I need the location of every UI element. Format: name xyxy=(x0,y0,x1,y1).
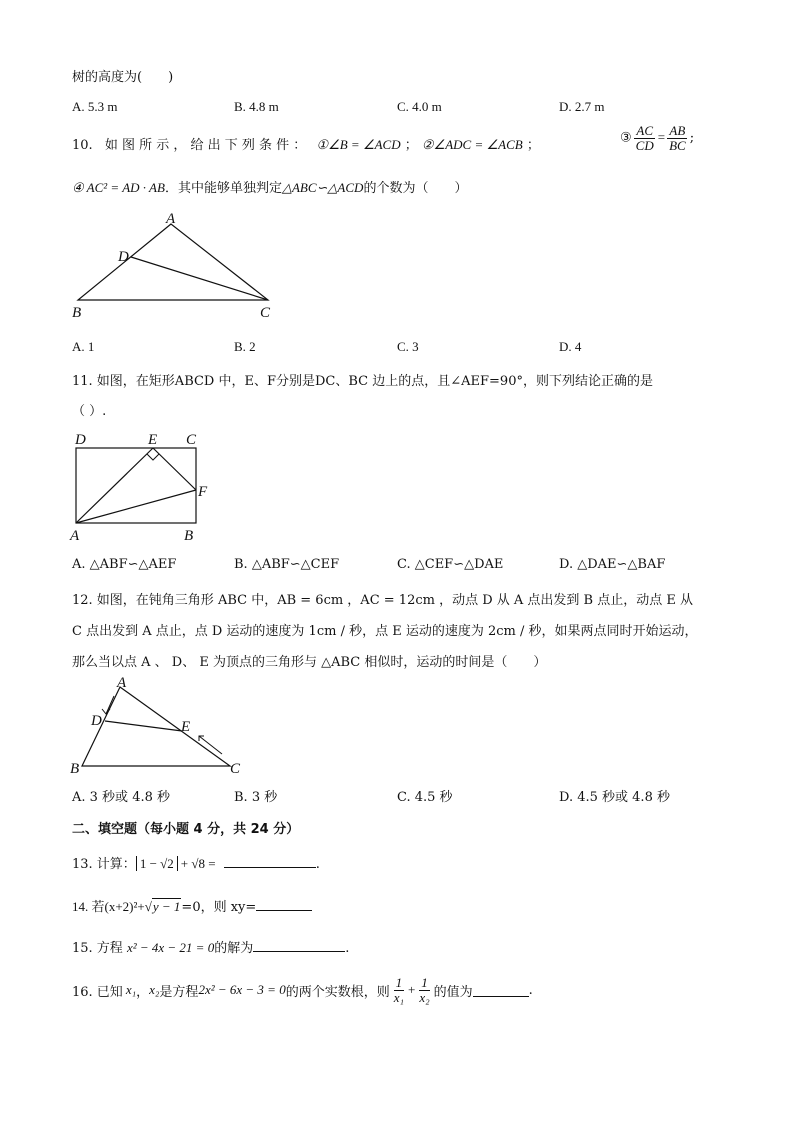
q9-stem-end: 树的高度为( ) xyxy=(72,70,174,85)
q11-figure xyxy=(66,428,226,546)
q14-sqrt-inner: y − 1 xyxy=(152,899,181,914)
q14-answer-blank[interactable] xyxy=(256,898,312,911)
q9-option-c: C. 4.0 m xyxy=(397,99,442,114)
q10-figure xyxy=(60,210,300,325)
q12-label-d: D xyxy=(91,713,102,729)
section-title-fill-in: 二、填空题（每小题 4 分，共 24 分） xyxy=(72,822,300,837)
q10-line1-text: 如 图 所 示 ， 给 出 下 列 条 件 ： xyxy=(104,138,307,153)
q12-figure xyxy=(62,674,262,779)
q10-line2-text: 其中能够单独判定 xyxy=(177,181,282,196)
q15-mid: 的解为 xyxy=(214,941,254,956)
q16-end-text: 的值为 xyxy=(433,984,473,1000)
q16-sep: ， xyxy=(136,984,150,1000)
q12-option-d: D. 4.5 秒或 4.8 秒 xyxy=(559,790,670,805)
q10-cond2: ②∠ADC = ∠ACB xyxy=(421,137,523,152)
q12-label-e: E xyxy=(181,719,191,735)
q12-line2: C 点出发到 A 点止，点 D 运动的速度为 1cm / 秒，点 E 运动的速度为 2cm / 秒，如果两点同时开始运动， xyxy=(72,624,698,639)
q10-frac2: $\frac{AB}{BC}$ xyxy=(669,123,686,153)
q12-option-b: B. 3 秒 xyxy=(234,790,278,805)
q16-mid2: 的两个实数根，则 xyxy=(285,984,390,1000)
q16 xyxy=(72,976,533,1004)
q11-label-a: A xyxy=(70,528,80,544)
q12-label-c: C xyxy=(230,761,241,777)
q16-end: . xyxy=(528,982,533,998)
q16-frac1: $\frac{1}{\text{x₁}}$ xyxy=(393,975,405,1005)
q12-arrow-d xyxy=(106,696,114,714)
q10-number: 10. xyxy=(72,138,93,153)
q16-answer-blank[interactable] xyxy=(473,984,529,997)
q15 xyxy=(72,937,349,956)
q10-label-a: A xyxy=(166,211,176,227)
q10-option-b: B. 2 xyxy=(234,339,256,354)
q16-x2: x₂ xyxy=(149,982,160,998)
q11-segment-ef xyxy=(153,448,196,490)
q10-cond1: ①∠B = ∠ACD xyxy=(316,137,401,152)
q12-label-a: A xyxy=(117,675,127,691)
q11-line1: 11. 如图，在矩形ABCD 中，E、F分别是DC、BC 边上的点，且∠AEF=90°，则下列结论正确的是 xyxy=(72,374,653,389)
q16-prefix: 16. 已知 xyxy=(72,984,123,1000)
q11-line2: （ ）. xyxy=(72,404,107,419)
q11-label-e: E xyxy=(148,432,158,448)
q15-end: . xyxy=(345,941,350,956)
q10-line1: 10. 如 图 所 示 ， 给 出 下 列 条 件 ： ①∠B = ∠ACD ； ②∠ADC = ∠ACB ； xyxy=(72,137,540,153)
q13-expr-rest: + √8 = xyxy=(180,856,216,871)
q10-option-c: C. 3 xyxy=(397,339,419,354)
q10-option-d: D. 4 xyxy=(559,339,582,354)
q11-option-c: C. △CEF∽△DAE xyxy=(397,557,504,572)
q12-triangle-abc xyxy=(82,687,230,766)
q10-label-c: C xyxy=(260,305,271,321)
q13-prefix: 13. 计算： xyxy=(72,857,136,872)
q10-segment-cd xyxy=(131,257,268,300)
q11-segment-af xyxy=(76,490,196,523)
q11-rectangle xyxy=(76,448,196,523)
q11-label-c: C xyxy=(186,432,197,448)
q14: 14. 若(x+2)²+√y − 1=0，则 xy= xyxy=(72,896,312,915)
q9-option-a: A. 5.3 m xyxy=(72,99,118,114)
q10-cond3: ③ $\frac{AC}{CD}$ = $\frac{AB}{BC}$ ; xyxy=(620,123,695,153)
q14-mid: =0，则 xy= xyxy=(181,900,257,915)
q11-label-b: B xyxy=(184,528,194,544)
q10-label-b: B xyxy=(72,305,82,321)
q13-answer-blank[interactable] xyxy=(224,855,316,868)
q15-answer-blank[interactable] xyxy=(253,939,345,952)
q10-cond3-prefix: ③ xyxy=(620,130,632,146)
q10-label-d: D xyxy=(118,249,129,265)
q15-prefix: 15. 方程 xyxy=(72,941,123,956)
q11-segment-ae xyxy=(76,448,153,523)
q15-equation: x² − 4x − 21 = 0 xyxy=(126,940,215,955)
q12-line1: 12. 如图，在钝角三角形 ABC 中，AB = 6cm ，AC = 12cm ，动点 D 从 A 点出发到 B 点止，动点 E 从 xyxy=(72,593,693,608)
q10-triangle-abc xyxy=(78,224,268,300)
q10-cond4: ④ AC² = AD · AB xyxy=(72,180,165,195)
q13 xyxy=(72,853,320,872)
q9-option-d: D. 2.7 m xyxy=(559,99,605,114)
q12-label-b: B xyxy=(70,761,80,777)
q13-abs-expr: 1 − √2 xyxy=(136,856,178,871)
q10-line2-end: 的个数为（ ） xyxy=(363,181,468,196)
q11-right-angle-mark xyxy=(147,454,159,460)
q11-option-d: D. △DAE∽△BAF xyxy=(559,557,666,572)
q16-frac2: $\frac{1}{\text{x₂}}$ xyxy=(419,975,430,1005)
q10-line2: ④ AC² = AD · AB．其中能够单独判定△ABC∽△ACD的个数为（ ） xyxy=(72,180,468,196)
q12-line3: 那么当以点 A 、 D、 E 为顶点的三角形与 △ABC 相似时，运动的时间是（ ） xyxy=(72,655,547,670)
q12-option-c: C. 4.5 秒 xyxy=(397,790,453,805)
q11-label-d: D xyxy=(75,432,86,448)
q16-mid: 是方程 xyxy=(159,984,199,1000)
q9-option-b: B. 4.8 m xyxy=(234,99,279,114)
q11-option-a: A. △ABF∽△AEF xyxy=(72,557,177,572)
q16-plus: + xyxy=(408,982,416,998)
q16-equation: 2x² − 6x − 3 = 0 xyxy=(198,982,286,998)
q11-label-f: F xyxy=(198,484,208,500)
q11-option-b: B. △ABF∽△CEF xyxy=(234,557,340,572)
q10-similar-expr: △ABC∽△ACD xyxy=(281,180,364,195)
q14-prefix: 14. 若(x+2)²+ xyxy=(72,899,145,914)
q10-option-a: A. 1 xyxy=(72,339,95,354)
q12-option-a: A. 3 秒或 4.8 秒 xyxy=(72,790,170,805)
q13-end: . xyxy=(315,857,320,872)
q16-x1: x₁ xyxy=(125,982,137,998)
q10-frac1: $\frac{AC}{CD}$ xyxy=(635,123,654,153)
